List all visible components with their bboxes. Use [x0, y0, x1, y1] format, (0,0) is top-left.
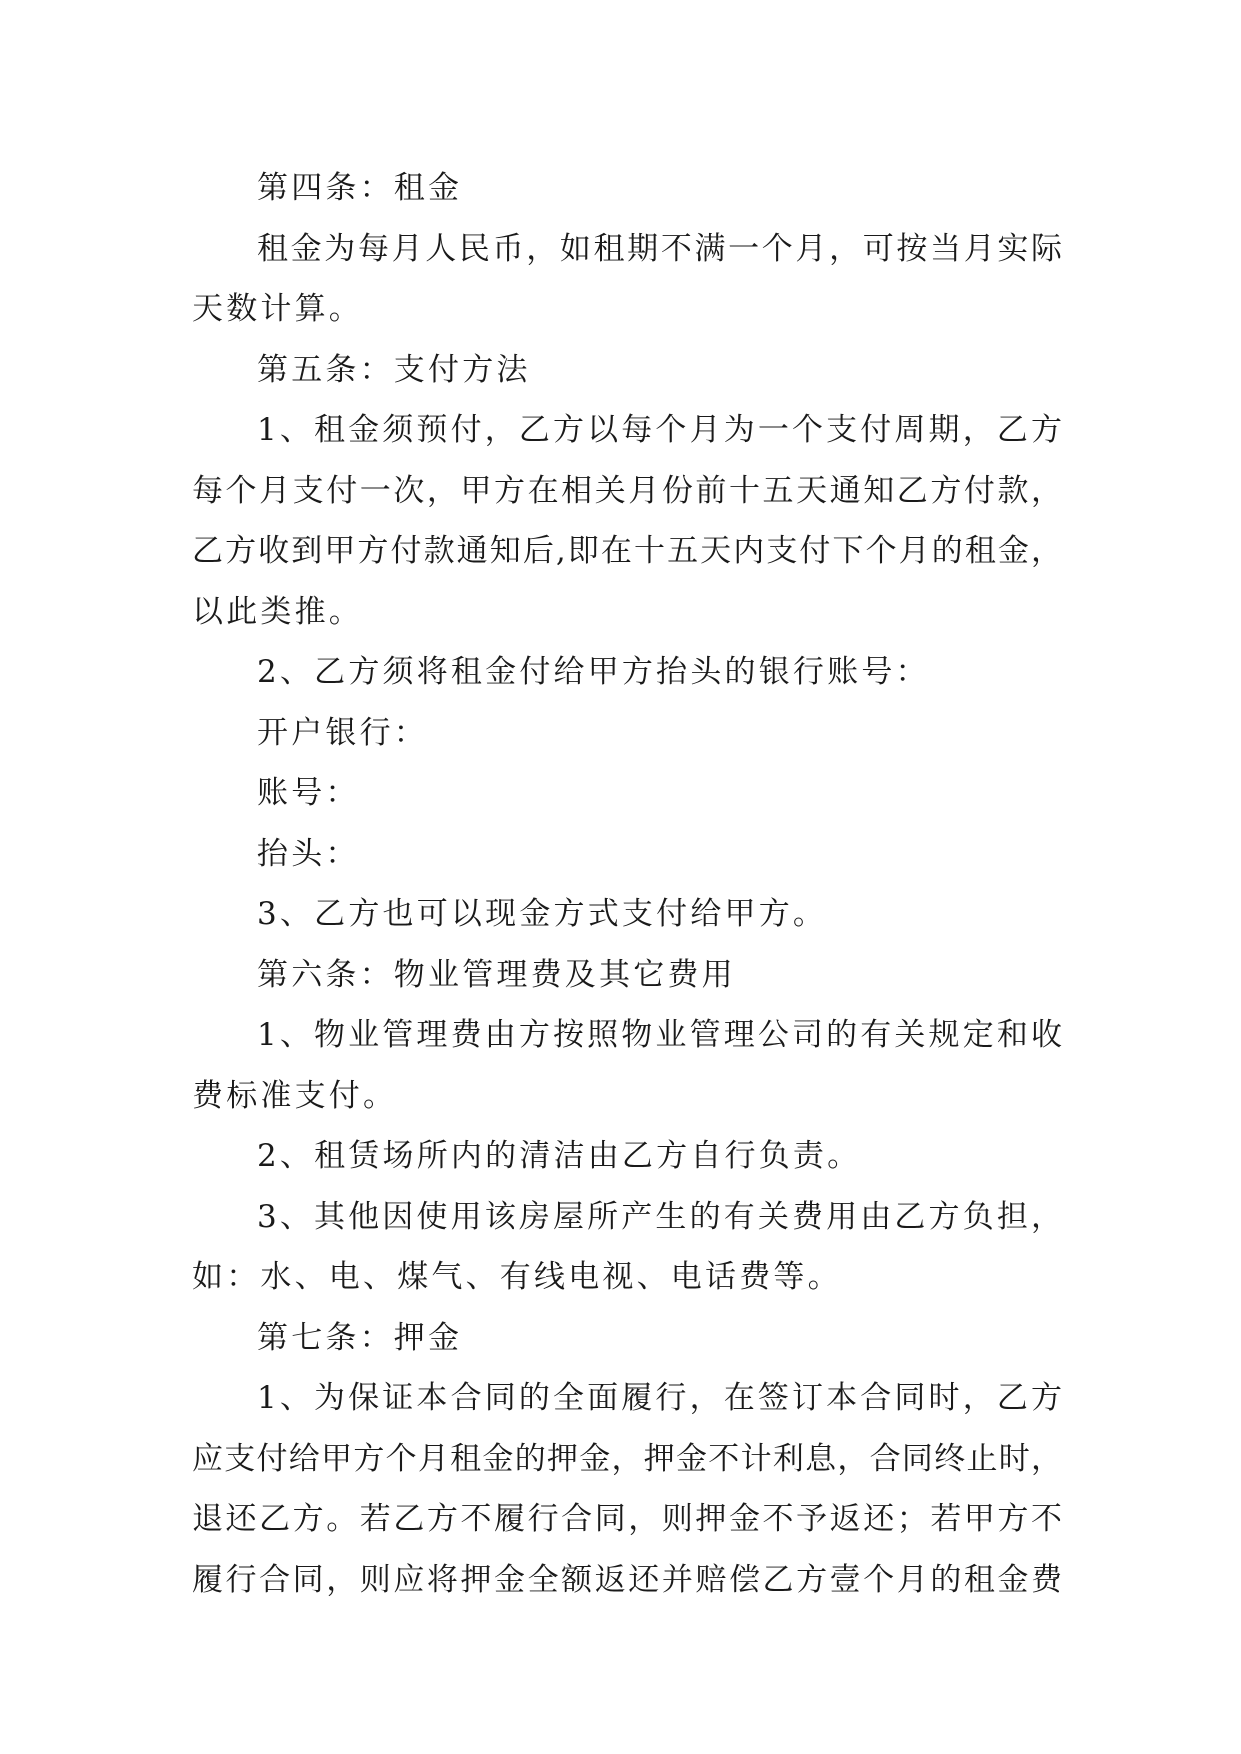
- text-line: 乙方收到甲方付款通知后,即在十五天内支付下个月的租金，: [192, 533, 1062, 569]
- text-line: 费标准支付。: [192, 1077, 398, 1114]
- text-line: 天数计算。: [192, 291, 363, 327]
- text-line: 账号：: [257, 775, 360, 811]
- document-body: [192, 158, 1062, 1610]
- text-line: 第五条：支付方法: [257, 351, 531, 388]
- text-line: 如：水、电、煤气、有线电视、电话费等。: [192, 1259, 842, 1295]
- text-line: 开户银行：: [257, 714, 428, 751]
- text-line: 3、其他因使用该房屋所产生的有关费用由乙方负担，: [257, 1198, 1062, 1235]
- text-line: 以此类推。: [192, 593, 363, 630]
- text-line: 第七条：押金: [257, 1319, 463, 1356]
- text-line: 履行合同，则应将押金全额返还并赔偿乙方壹个月的租金费: [192, 1561, 1062, 1598]
- text-line: 退还乙方。若乙方不履行合同，则押金不予返还；若甲方不: [192, 1501, 1062, 1537]
- text-line: 1、为保证本合同的全面履行，在签订本合同时，乙方: [257, 1380, 1062, 1416]
- text-line: 第四条：租金: [257, 170, 463, 206]
- text-line: 1、租金须预付，乙方以每个月为一个支付周期，乙方: [257, 412, 1062, 448]
- text-line: 租金为每月人民币，如租期不满一个月，可按当月实际: [257, 230, 1062, 267]
- text-line: 1、物业管理费由方按照物业管理公司的有关规定和收: [257, 1017, 1062, 1053]
- text-line: 第六条：物业管理费及其它费用: [257, 956, 736, 993]
- text-line: 应支付给甲方个月租金的押金，押金不计利息，合同终止时，: [192, 1440, 1062, 1477]
- text-line: 2、乙方须将租金付给甲方抬头的银行账号：: [257, 654, 930, 690]
- text-line: 每个月支付一次，甲方在相关月份前十五天通知乙方付款，: [192, 472, 1062, 509]
- text-line: 2、租赁场所内的清洁由乙方自行负责。: [257, 1138, 862, 1174]
- text-line: 抬头：: [257, 835, 360, 872]
- text-line: 3、乙方也可以现金方式支付给甲方。: [257, 896, 828, 932]
